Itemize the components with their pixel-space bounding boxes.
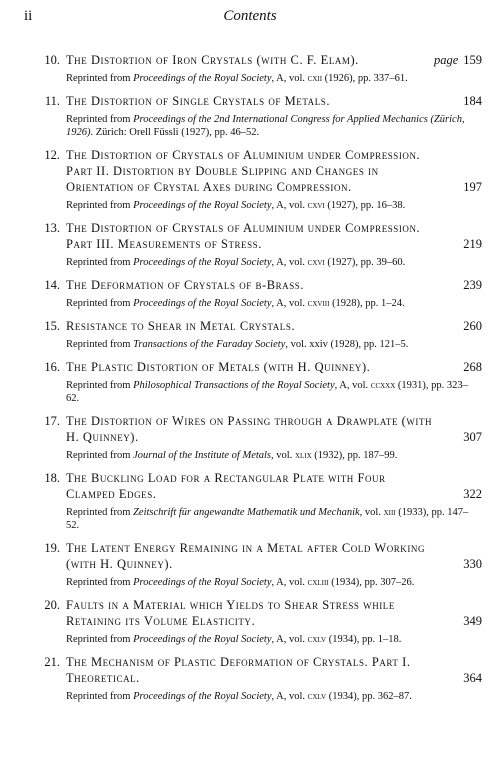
source-segment: Proceedings of the Royal Society [133,73,272,84]
entry-page-number [434,52,482,68]
entry-number: 19. [44,541,60,555]
source-segment: Reprinted from [66,691,134,702]
page-number-value: 260 [463,319,482,333]
source-segment: Reprinted from [66,450,134,461]
entry-number: 15. [44,319,60,333]
page-number-value: 364 [463,671,482,685]
source-segment: , A, vol. [334,380,371,391]
source-segment: (1934), pp. 307–26. [328,577,415,588]
entry-title: The Distortion of Crystals of Aluminium under Compression. Part II. Distortion by Double Slipping and Changes in Orientation of Crystal Axes during Compression. [66,148,421,194]
source-segment: Reprinted from [66,577,134,588]
source-segment: Reprinted from [66,114,134,125]
running-title: Contents [223,8,277,24]
entry-number: 10. [44,53,60,67]
page-number-value: 239 [463,278,482,292]
source-segment: cxlv [307,691,327,702]
entry-number: 17. [44,414,60,428]
source-segment: Reprinted from [66,507,134,518]
entry-number: 16. [44,360,60,374]
page-number-value: 349 [463,614,482,628]
entry-source [66,576,480,589]
entry-title: Resistance to Shear in Metal Crystals. [66,319,296,333]
source-segment: Proceedings of the Royal Society [133,634,272,645]
entry-number: 18. [44,471,60,485]
entry-source [66,449,480,462]
entry-number: 12. [44,148,60,162]
source-segment: cxii [307,73,323,84]
contents-entry [0,52,500,85]
entry-source [66,199,480,212]
source-segment: xlix [294,450,312,461]
entry-number: 11. [44,94,60,108]
entry-source [66,633,480,646]
entry-page-number [463,486,482,502]
source-segment: , A, vol. [271,577,308,588]
page-number-value: 268 [463,360,482,374]
source-segment: Reprinted from [66,200,134,211]
entry-source [66,506,480,532]
source-segment: (1931), pp. 323–62. [66,380,468,404]
source-segment: Proceedings of the Royal Society [133,298,272,309]
source-segment: (1934), pp. 1–18. [326,634,402,645]
entry-page-number [463,179,482,195]
source-segment: Transactions of the Faraday Society [133,339,286,350]
contents-entry [0,654,500,703]
source-segment: , vol. [359,507,384,518]
source-segment: , vol. xxiv (1928), pp. 121–5. [285,339,409,350]
entry-title: Faults in a Material which Yields to Shear Stress while Retaining its Volume Elasticity. [66,598,395,628]
page-number-value: 184 [463,94,482,108]
entry-source [66,690,480,703]
entry-title: The Distortion of Crystals of Aluminium under Compression. Part III. Measurements of Stress. [66,221,421,251]
contents-entry [0,359,500,405]
entry-source [66,379,480,405]
source-segment: Philosophical Transactions of the Royal Society [133,380,335,391]
entry-page-number [463,359,482,375]
contents-entry [0,147,500,212]
source-segment: , A, vol. [271,257,308,268]
page-header [0,8,500,30]
page-number-value: 330 [463,557,482,571]
source-segment: Proceedings of the 2nd International Congress for Applied Mechanics (Zürich, 1926) [66,114,465,138]
source-segment: ccxxx [370,380,396,391]
page-number-value: 159 [463,53,482,67]
source-segment: (1932), pp. 187–99. [311,450,398,461]
entry-page-number [463,318,482,334]
source-segment: cxvi [307,200,325,211]
page-folio: ii [24,8,33,24]
source-segment: Proceedings of the Royal Society [133,200,272,211]
source-segment: cxvi [307,257,325,268]
source-segment: (1934), pp. 362–87. [326,691,412,702]
contents-entry [0,93,500,139]
source-segment: (1928), pp. 1–24. [329,298,405,309]
source-segment: Reprinted from [66,339,134,350]
source-segment: xiii [383,507,396,518]
source-segment: . Zürich: Orell Füssli (1927), pp. 46–52. [90,127,260,138]
entry-title: The Deformation of Crystals of β-Brass. [66,278,305,292]
source-segment: Journal of the Institute of Metals [133,450,272,461]
entry-number: 14. [44,278,60,292]
source-segment: Reprinted from [66,257,134,268]
entry-page-number [463,429,482,445]
source-segment: , vol. [271,450,295,461]
page-number-value: 219 [463,237,482,251]
contents-list [0,52,500,711]
entry-page-number [463,277,482,293]
entry-page-number [463,613,482,629]
source-segment: Reprinted from [66,73,134,84]
source-segment: , A, vol. [271,298,308,309]
entry-title: The Distortion of Wires on Passing through a Drawplate (with H. Quinney). [66,414,433,444]
source-segment: (1927), pp. 16–38. [324,200,406,211]
contents-entry [0,470,500,532]
contents-entry [0,413,500,462]
entry-source [66,72,480,85]
entry-source [66,297,480,310]
contents-entry [0,277,500,310]
source-segment: Proceedings of the Royal Society [133,257,272,268]
contents-entry [0,540,500,589]
source-segment: , A, vol. [271,634,308,645]
entry-page-number [463,556,482,572]
entry-title: The Plastic Distortion of Metals (with H. Quinney). [66,360,371,374]
entry-title: The Distortion of Iron Crystals (with C. F. Elam). [66,53,359,67]
source-segment: , A, vol. [271,200,308,211]
entry-title: The Latent Energy Remaining in a Metal after Cold Working (with H. Quinney). [66,541,425,571]
source-segment: Reprinted from [66,298,134,309]
entry-number: 13. [44,221,60,235]
entry-page-number [463,236,482,252]
contents-entry [0,318,500,351]
source-segment: Reprinted from [66,634,134,645]
source-segment: cxlv [307,634,327,645]
source-segment: (1927), pp. 39–60. [324,257,406,268]
source-segment: (1926), pp. 337–61. [322,73,408,84]
entry-number: 21. [44,655,60,669]
page-number-value: 322 [463,487,482,501]
contents-entry [0,220,500,269]
source-segment: , A, vol. [271,73,308,84]
page-number-value: 307 [463,430,482,444]
source-segment: (1933), pp. 147–52. [66,507,469,531]
entry-source [66,256,480,269]
contents-entry [0,597,500,646]
source-segment: cxviii [307,298,330,309]
source-segment: Proceedings of the Royal Society [133,691,272,702]
entry-title: The Buckling Load for a Rectangular Plate with Four Clamped Edges. [66,471,386,501]
entry-title: The Distortion of Single Crystals of Metals. [66,94,330,108]
entry-source [66,113,480,139]
entry-number: 20. [44,598,60,612]
source-segment: Proceedings of the Royal Society [133,577,272,588]
source-segment: Zeitschrift für angewandte Mathematik und Mechanik [133,507,360,518]
page-prefix: page [433,53,459,67]
source-segment: , A, vol. [271,691,308,702]
entry-title: The Mechanism of Plastic Deformation of Crystals. Part I. Theoretical. [66,655,411,685]
entry-page-number [463,93,482,109]
entry-page-number [463,670,482,686]
source-segment: Reprinted from [66,380,134,391]
page-number-value: 197 [463,180,482,194]
source-segment: cxliii [307,577,329,588]
entry-source [66,338,480,351]
